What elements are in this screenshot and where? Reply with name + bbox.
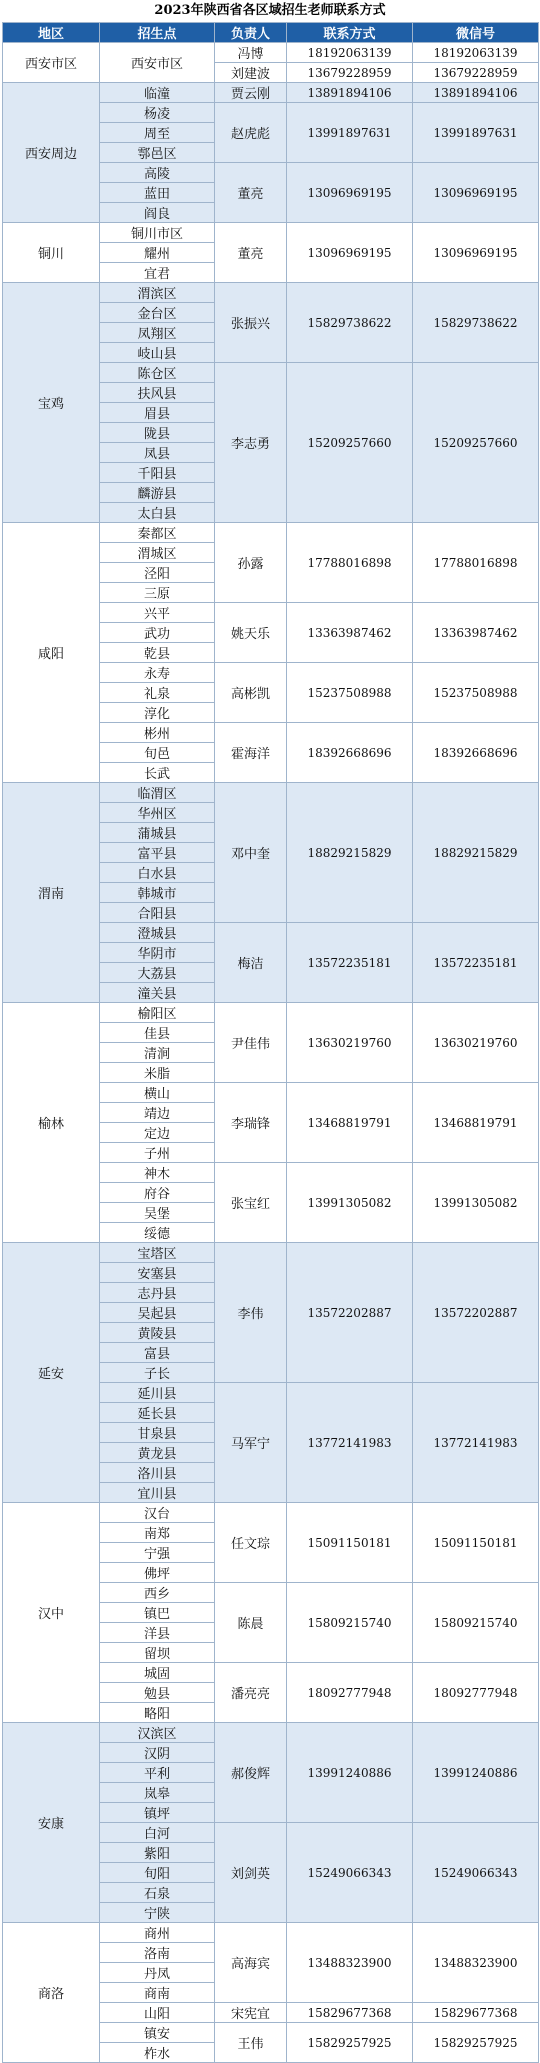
phone-cell: 13991240886 [287,1723,413,1823]
point-cell: 蒲城县 [100,823,215,843]
phone-cell: 13572202887 [287,1243,413,1383]
point-cell: 延川县 [100,1383,215,1403]
point-cell: 镇巴 [100,1603,215,1623]
point-cell: 白水县 [100,863,215,883]
wechat-cell: 13096969195 [413,163,539,223]
point-cell: 府谷 [100,1183,215,1203]
header-phone: 联系方式 [287,23,413,43]
person-cell: 姚天乐 [215,603,287,663]
point-cell: 临渭区 [100,783,215,803]
point-cell: 兴平 [100,603,215,623]
phone-cell: 13363987462 [287,603,413,663]
point-cell: 陇县 [100,423,215,443]
region-cell: 商洛 [3,1923,100,2063]
point-cell: 宁强 [100,1543,215,1563]
point-cell: 合阳县 [100,903,215,923]
point-cell: 耀州 [100,243,215,263]
phone-cell: 13096969195 [287,163,413,223]
point-cell: 清涧 [100,1043,215,1063]
wechat-cell: 13572235181 [413,923,539,1003]
point-cell: 永寿 [100,663,215,683]
point-cell: 秦都区 [100,523,215,543]
point-cell: 长武 [100,763,215,783]
wechat-cell: 13772141983 [413,1383,539,1503]
phone-cell: 13679228959 [287,63,413,83]
point-cell: 宜君 [100,263,215,283]
point-cell: 太白县 [100,503,215,523]
person-cell: 董亮 [215,163,287,223]
page-title: 2023年陕西省各区域招生老师联系方式 [154,3,386,18]
wechat-cell: 15809215740 [413,1583,539,1663]
point-cell: 金台区 [100,303,215,323]
person-cell: 刘剑英 [215,1823,287,1923]
point-cell: 洛川县 [100,1463,215,1483]
person-cell: 任文琮 [215,1503,287,1583]
point-cell: 勉县 [100,1683,215,1703]
region-cell: 延安 [3,1243,100,1503]
person-cell: 赵虎彪 [215,103,287,163]
point-cell: 渭滨区 [100,283,215,303]
region-cell: 榆林 [3,1003,100,1243]
point-cell: 绥德 [100,1223,215,1243]
table-row [3,83,539,103]
point-cell: 甘泉县 [100,1423,215,1443]
point-cell: 横山 [100,1083,215,1103]
table-row [3,1923,539,1943]
point-cell: 延长县 [100,1403,215,1423]
phone-cell: 17788016898 [287,523,413,603]
point-cell: 凤翔区 [100,323,215,343]
person-cell: 马军宁 [215,1383,287,1503]
phone-cell: 15091150181 [287,1503,413,1583]
point-cell: 西安市区 [100,43,215,83]
point-cell: 汉滨区 [100,1723,215,1743]
point-cell: 南郑 [100,1523,215,1543]
wechat-cell: 13363987462 [413,603,539,663]
point-cell: 周至 [100,123,215,143]
phone-cell: 15829677368 [287,2003,413,2023]
point-cell: 宜川县 [100,1483,215,1503]
point-cell: 岐山县 [100,343,215,363]
point-cell: 安塞县 [100,1263,215,1283]
point-cell: 佳县 [100,1023,215,1043]
point-cell: 汉台 [100,1503,215,1523]
wechat-cell: 17788016898 [413,523,539,603]
wechat-cell: 13891894106 [413,83,539,103]
person-cell: 贾云刚 [215,83,287,103]
person-cell: 梅洁 [215,923,287,1003]
contact-table [2,22,539,2063]
wechat-cell: 13630219760 [413,1003,539,1083]
point-cell: 蓝田 [100,183,215,203]
wechat-cell: 13991305082 [413,1163,539,1243]
person-cell: 董亮 [215,223,287,283]
wechat-cell: 13488323900 [413,1923,539,2003]
wechat-cell: 15091150181 [413,1503,539,1583]
point-cell: 佛坪 [100,1563,215,1583]
phone-cell: 15809215740 [287,1583,413,1663]
point-cell: 临潼 [100,83,215,103]
phone-cell: 15237508988 [287,663,413,723]
person-cell: 张振兴 [215,283,287,363]
point-cell: 镇坪 [100,1803,215,1823]
wechat-cell: 13468819791 [413,1083,539,1163]
wechat-cell: 15209257660 [413,363,539,523]
point-cell: 商南 [100,1983,215,2003]
phone-cell: 13096969195 [287,223,413,283]
wechat-cell: 13991897631 [413,103,539,163]
point-cell: 定边 [100,1123,215,1143]
point-cell: 凤县 [100,443,215,463]
point-cell: 洋县 [100,1623,215,1643]
region-cell: 西安市区 [3,43,100,83]
header-point: 招生点 [100,23,215,43]
point-cell: 渭城区 [100,543,215,563]
point-cell: 麟游县 [100,483,215,503]
wechat-cell: 18829215829 [413,783,539,923]
point-cell: 子长 [100,1363,215,1383]
point-cell: 乾县 [100,643,215,663]
region-cell: 汉中 [3,1503,100,1723]
point-cell: 宁陕 [100,1903,215,1923]
point-cell: 彬州 [100,723,215,743]
point-cell: 米脂 [100,1063,215,1083]
wechat-cell: 15829738622 [413,283,539,363]
point-cell: 商州 [100,1923,215,1943]
table-body [3,43,539,2063]
table-row [3,283,539,303]
wechat-cell: 15237508988 [413,663,539,723]
point-cell: 阎良 [100,203,215,223]
table-row [3,1003,539,1023]
person-cell: 李志勇 [215,363,287,523]
point-cell: 留坝 [100,1643,215,1663]
person-cell: 孙露 [215,523,287,603]
phone-cell: 13468819791 [287,1083,413,1163]
point-cell: 山阳 [100,2003,215,2023]
point-cell: 礼泉 [100,683,215,703]
wechat-cell: 13991240886 [413,1723,539,1823]
header-person: 负责人 [215,23,287,43]
table-header-row [3,23,539,43]
point-cell: 鄠邑区 [100,143,215,163]
table-row [3,1503,539,1523]
point-cell: 神木 [100,1163,215,1183]
phone-cell: 18192063139 [287,43,413,63]
point-cell: 旬邑 [100,743,215,763]
point-cell: 志丹县 [100,1283,215,1303]
person-cell: 李伟 [215,1243,287,1383]
point-cell: 宝塔区 [100,1243,215,1263]
person-cell: 高彬凯 [215,663,287,723]
point-cell: 汉阴 [100,1743,215,1763]
point-cell: 泾阳 [100,563,215,583]
phone-cell: 15829738622 [287,283,413,363]
point-cell: 子州 [100,1143,215,1163]
table-row [3,1243,539,1263]
point-cell: 淳化 [100,703,215,723]
point-cell: 榆阳区 [100,1003,215,1023]
person-cell: 潘亮亮 [215,1663,287,1723]
phone-cell: 13630219760 [287,1003,413,1083]
point-cell: 吴堡 [100,1203,215,1223]
point-cell: 陈仓区 [100,363,215,383]
point-cell: 铜川市区 [100,223,215,243]
point-cell: 石泉 [100,1883,215,1903]
wechat-cell: 18392668696 [413,723,539,783]
point-cell: 白河 [100,1823,215,1843]
person-cell: 刘建波 [215,63,287,83]
phone-cell: 13991305082 [287,1163,413,1243]
point-cell: 旬阳 [100,1863,215,1883]
point-cell: 韩城市 [100,883,215,903]
wechat-cell: 15829677368 [413,2003,539,2023]
phone-cell: 13488323900 [287,1923,413,2003]
table-row [3,783,539,803]
person-cell: 陈晨 [215,1583,287,1663]
point-cell: 黄陵县 [100,1323,215,1343]
point-cell: 富平县 [100,843,215,863]
table-row [3,223,539,243]
wechat-cell: 13679228959 [413,63,539,83]
point-cell: 略阳 [100,1703,215,1723]
point-cell: 城固 [100,1663,215,1683]
wechat-cell: 18192063139 [413,43,539,63]
person-cell: 郝俊辉 [215,1723,287,1823]
point-cell: 紫阳 [100,1843,215,1863]
point-cell: 平利 [100,1763,215,1783]
table-row [3,523,539,543]
region-cell: 西安周边 [3,83,100,223]
point-cell: 眉县 [100,403,215,423]
point-cell: 三原 [100,583,215,603]
point-cell: 杨凌 [100,103,215,123]
point-cell: 洛南 [100,1943,215,1963]
person-cell: 邓中奎 [215,783,287,923]
wechat-cell: 15829257925 [413,2023,539,2063]
point-cell: 千阳县 [100,463,215,483]
point-cell: 岚皋 [100,1783,215,1803]
person-cell: 李瑞锋 [215,1083,287,1163]
table-row [3,43,539,63]
point-cell: 扶风县 [100,383,215,403]
wechat-cell: 13572202887 [413,1243,539,1383]
point-cell: 富县 [100,1343,215,1363]
point-cell: 黄龙县 [100,1443,215,1463]
person-cell: 张宝红 [215,1163,287,1243]
wechat-cell: 13096969195 [413,223,539,283]
wechat-cell: 18092777948 [413,1663,539,1723]
person-cell: 尹佳伟 [215,1003,287,1083]
point-cell: 华阴市 [100,943,215,963]
phone-cell: 18092777948 [287,1663,413,1723]
point-cell: 华州区 [100,803,215,823]
point-cell: 柞水 [100,2043,215,2063]
region-cell: 渭南 [3,783,100,1003]
phone-cell: 15249066343 [287,1823,413,1923]
person-cell: 冯博 [215,43,287,63]
phone-cell: 13891894106 [287,83,413,103]
phone-cell: 13991897631 [287,103,413,163]
point-cell: 高陵 [100,163,215,183]
header-region: 地区 [3,23,100,43]
phone-cell: 15209257660 [287,363,413,523]
header-wechat: 微信号 [413,23,539,43]
phone-cell: 18829215829 [287,783,413,923]
phone-cell: 13572235181 [287,923,413,1003]
person-cell: 霍海洋 [215,723,287,783]
phone-cell: 13772141983 [287,1383,413,1503]
point-cell: 澄城县 [100,923,215,943]
phone-cell: 15829257925 [287,2023,413,2063]
person-cell: 宋宪宜 [215,2003,287,2023]
phone-cell: 18392668696 [287,723,413,783]
person-cell: 王伟 [215,2023,287,2063]
person-cell: 高海宾 [215,1923,287,2003]
point-cell: 西乡 [100,1583,215,1603]
wechat-cell: 15249066343 [413,1823,539,1923]
point-cell: 潼关县 [100,983,215,1003]
point-cell: 吴起县 [100,1303,215,1323]
point-cell: 镇安 [100,2023,215,2043]
point-cell: 武功 [100,623,215,643]
region-cell: 铜川 [3,223,100,283]
region-cell: 宝鸡 [3,283,100,523]
point-cell: 丹凤 [100,1963,215,1983]
region-cell: 安康 [3,1723,100,1923]
region-cell: 咸阳 [3,523,100,783]
table-row [3,1723,539,1743]
point-cell: 靖边 [100,1103,215,1123]
point-cell: 大荔县 [100,963,215,983]
